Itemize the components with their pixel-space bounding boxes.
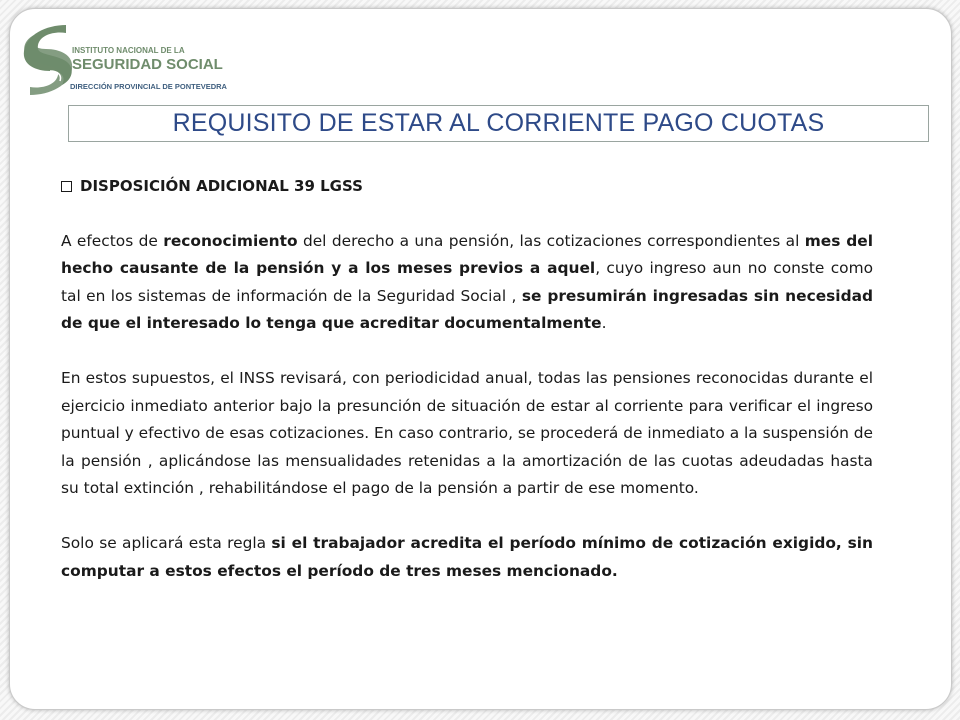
section-heading xyxy=(61,173,873,201)
paragraph-3 xyxy=(61,530,873,585)
slide-title: REQUISITO DE ESTAR AL CORRIENTE PAGO CUOTAS xyxy=(172,109,825,137)
paragraph-2: En estos supuestos, el INSS revisará, con periodicidad anual, todas las pensiones reconocidas durante el ejercicio inmediato anterior bajo la presunción de situación de estar al corriente para verificar el ingreso puntual y efectivo de esas cotizaciones. En caso contrario, se procederá de inmediato a la suspensión de la pensión , aplicándose las mensualidades retenidas a la amortización de las cuotas adeudadas hasta su total extinción , rehabilitándose el pago de la pensión a partir de ese momento. xyxy=(61,368,873,498)
p3-bold-1: si el trabajador acredita el período mínimo de cotización exigido, sin computar a estos efectos el período de tres meses mencionado. xyxy=(61,533,873,580)
logo-direccion-provincial: DIRECCIÓN PROVINCIAL DE PONTEVEDRA xyxy=(70,82,227,91)
spacer xyxy=(61,201,873,228)
p3-text-1: Solo se aplicará esta regla xyxy=(61,533,272,552)
title-box xyxy=(68,105,929,142)
spacer xyxy=(61,503,873,530)
section-heading-text: DISPOSICIÓN ADICIONAL 39 LGSS xyxy=(80,177,363,195)
paragraph-1 xyxy=(61,228,873,338)
spacer xyxy=(61,338,873,365)
seguridad-social-logo-icon xyxy=(16,21,78,99)
logo-institute-line: INSTITUTO NACIONAL DE LA xyxy=(72,46,185,55)
slide xyxy=(9,8,952,710)
p1-text-3: , cuyo ingreso aun no conste como tal en los sistemas de información de la Seguridad Social , xyxy=(61,259,873,305)
checkbox-bullet-icon xyxy=(61,181,72,192)
p1-bold-2: mes del hecho causante de la pensión y a los meses previos a aquel xyxy=(61,231,873,278)
p1-bold-1: reconocimiento xyxy=(163,231,298,250)
p1-bold-3: se presumirán ingresadas sin necesidad de que el interesado lo tenga que acreditar documentalmente xyxy=(61,286,873,333)
slide-content xyxy=(61,173,873,585)
p1-text-4: . xyxy=(601,314,607,333)
logo-seguridad-social: SEGURIDAD SOCIAL xyxy=(72,56,223,73)
p1-text-1: A efectos de xyxy=(61,231,164,250)
p1-text-2: del derecho a una pensión, las cotizaciones correspondientes al xyxy=(297,231,805,250)
